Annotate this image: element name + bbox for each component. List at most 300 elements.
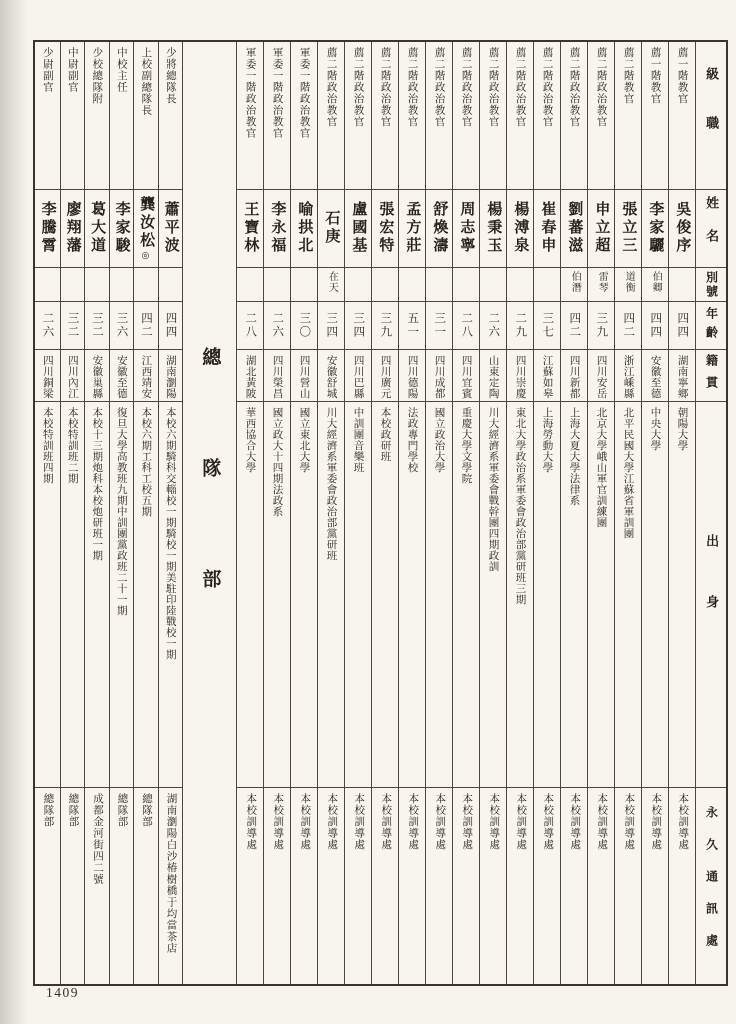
age-value: 三二 bbox=[66, 312, 79, 339]
address-cell bbox=[453, 788, 479, 984]
age-cell bbox=[453, 302, 479, 350]
native-place-value: 四川巴縣 bbox=[352, 355, 364, 399]
native-place-cell bbox=[615, 350, 641, 402]
background-value: 本校十三期炮科本校炮研班一期 bbox=[91, 407, 103, 561]
person-name: 劉蕃滋 bbox=[566, 201, 583, 255]
person-column bbox=[263, 42, 290, 984]
rank-cell bbox=[615, 42, 641, 190]
background-value: 重慶大學文學院 bbox=[460, 407, 472, 484]
background-value: 復旦大學高教班九期中訓團黨政班二十一期 bbox=[115, 407, 127, 616]
rank-cell bbox=[507, 42, 533, 190]
person-column bbox=[614, 42, 641, 984]
address-value: 本校訓導處 bbox=[623, 793, 635, 851]
address-cell bbox=[318, 788, 344, 984]
person-column bbox=[560, 42, 587, 984]
field-label-name-text: 姓名 bbox=[704, 195, 720, 262]
address-cell bbox=[588, 788, 614, 984]
native-place-cell bbox=[264, 350, 290, 402]
person-name: 張宏特 bbox=[377, 201, 394, 255]
age-value: 二六 bbox=[487, 312, 500, 339]
background-cell bbox=[35, 402, 60, 788]
native-place-value: 湖南寧鄉 bbox=[676, 355, 688, 399]
native-place-cell bbox=[588, 350, 614, 402]
address-cell bbox=[264, 788, 290, 984]
age-cell bbox=[85, 302, 109, 350]
name-cell bbox=[669, 190, 695, 268]
rank-value: 軍委一階政治教官 bbox=[271, 47, 283, 139]
background-cell bbox=[85, 402, 109, 788]
alias-cell bbox=[615, 268, 641, 302]
person-name: 李騰霄 bbox=[39, 201, 56, 255]
background-cell bbox=[291, 402, 317, 788]
age-cell bbox=[534, 302, 560, 350]
rank-value: 薦一階教官 bbox=[676, 47, 688, 105]
alias-cell bbox=[426, 268, 452, 302]
rank-cell bbox=[291, 42, 317, 190]
rank-value: 薦二階政治教官 bbox=[568, 47, 580, 128]
background-value: 國立政治大學 bbox=[433, 407, 445, 473]
background-value: 本校政研班 bbox=[379, 407, 391, 462]
alias-cell bbox=[159, 268, 183, 302]
address-cell bbox=[237, 788, 263, 984]
rank-value: 薦二階政治教官 bbox=[541, 47, 553, 128]
rank-cell bbox=[669, 42, 695, 190]
page-number: 1409 bbox=[46, 985, 79, 1000]
person-column bbox=[35, 42, 60, 984]
person-name: 張立三 bbox=[620, 201, 637, 255]
address-cell bbox=[35, 788, 60, 984]
age-cell bbox=[61, 302, 85, 350]
age-value: 三四 bbox=[352, 312, 365, 339]
alias-cell bbox=[134, 268, 158, 302]
native-place-value: 浙江嵊縣 bbox=[622, 355, 634, 399]
age-value: 三一 bbox=[433, 312, 446, 339]
address-cell bbox=[372, 788, 398, 984]
name-cell bbox=[264, 190, 290, 268]
background-value: 華西協合大學 bbox=[244, 407, 256, 473]
background-cell bbox=[507, 402, 533, 788]
person-name: 龔汝松 bbox=[138, 196, 155, 250]
name-cell bbox=[35, 190, 60, 268]
age-cell bbox=[480, 302, 506, 350]
address-value: 本校訓導處 bbox=[677, 793, 689, 851]
name-cell bbox=[110, 190, 134, 268]
address-cell bbox=[561, 788, 587, 984]
native-place-cell bbox=[372, 350, 398, 402]
age-cell bbox=[507, 302, 533, 350]
age-value: 四四 bbox=[649, 312, 662, 339]
age-cell bbox=[345, 302, 371, 350]
address-value: 成都金河街四二號 bbox=[92, 793, 103, 885]
person-name: 申立超 bbox=[593, 201, 610, 255]
field-label-native-place-text: 籍貫 bbox=[704, 353, 719, 398]
background-cell bbox=[318, 402, 344, 788]
alias-cell bbox=[669, 268, 695, 302]
rank-cell bbox=[110, 42, 134, 190]
person-column bbox=[506, 42, 533, 984]
background-cell bbox=[237, 402, 263, 788]
rank-value: 薦二階政治教官 bbox=[433, 47, 445, 128]
background-value: 東北大學政治系軍委會政治部黨研班三期 bbox=[514, 407, 526, 605]
name-cell bbox=[534, 190, 560, 268]
background-value: 中央大學 bbox=[649, 407, 661, 451]
alias-cell bbox=[507, 268, 533, 302]
person-name: 王寶林 bbox=[242, 201, 259, 255]
rank-value: 薦二階政治教官 bbox=[487, 47, 499, 128]
address-cell bbox=[615, 788, 641, 984]
person-name: 吳俊序 bbox=[674, 201, 691, 255]
native-place-cell bbox=[345, 350, 371, 402]
age-value: 二六 bbox=[41, 312, 54, 339]
background-value: 本校特訓班二期 bbox=[66, 407, 78, 484]
address-cell bbox=[399, 788, 425, 984]
age-value: 三〇 bbox=[298, 312, 311, 339]
section-title: 總隊部 bbox=[199, 346, 221, 680]
person-name: 喻拱北 bbox=[296, 201, 313, 255]
field-label-background-text: 出身 bbox=[704, 533, 720, 656]
name-cell bbox=[588, 190, 614, 268]
person-name: 葛大道 bbox=[89, 201, 106, 255]
alias-cell bbox=[264, 268, 290, 302]
rank-value: 薦二階政治教官 bbox=[379, 47, 391, 128]
background-value: 北京大學峨山軍官訓練團 bbox=[595, 407, 607, 528]
alias-cell bbox=[534, 268, 560, 302]
age-cell bbox=[669, 302, 695, 350]
age-value: 五一 bbox=[406, 312, 419, 339]
person-column bbox=[133, 42, 158, 984]
alias-cell bbox=[399, 268, 425, 302]
person-name: 李家駿 bbox=[113, 201, 130, 255]
native-place-value: 湖南瀏陽 bbox=[164, 355, 176, 399]
address-value: 本校訓導處 bbox=[434, 793, 446, 851]
alias-cell bbox=[35, 268, 60, 302]
alias-cell bbox=[85, 268, 109, 302]
rank-cell bbox=[642, 42, 668, 190]
background-cell bbox=[426, 402, 452, 788]
field-label-alias-text: 別號 bbox=[704, 270, 719, 299]
field-label-age-text: 年齡 bbox=[704, 306, 719, 345]
name-cell bbox=[318, 190, 344, 268]
rank-cell bbox=[534, 42, 560, 190]
background-value: 上海大夏大學法律系 bbox=[568, 407, 580, 506]
field-label-native-place bbox=[696, 350, 726, 402]
native-place-cell bbox=[453, 350, 479, 402]
rank-value: 少校總隊附 bbox=[91, 47, 103, 105]
background-cell bbox=[534, 402, 560, 788]
native-place-cell bbox=[134, 350, 158, 402]
rank-cell bbox=[426, 42, 452, 190]
person-column bbox=[290, 42, 317, 984]
address-value: 本校訓導處 bbox=[272, 793, 284, 851]
native-place-value: 四川安岳 bbox=[595, 355, 607, 399]
alias-value: 伯潛 bbox=[569, 271, 581, 293]
age-value: 三四 bbox=[325, 312, 338, 339]
background-cell bbox=[480, 402, 506, 788]
rank-cell bbox=[85, 42, 109, 190]
person-name: 李家驪 bbox=[647, 201, 664, 255]
address-cell bbox=[134, 788, 158, 984]
native-place-cell bbox=[237, 350, 263, 402]
rank-value: 薦二階教官 bbox=[622, 47, 634, 105]
address-value: 總隊部 bbox=[42, 793, 54, 828]
name-cell bbox=[291, 190, 317, 268]
field-label-rank bbox=[696, 42, 726, 190]
rank-cell bbox=[318, 42, 344, 190]
rank-value: 少將總隊長 bbox=[164, 47, 176, 105]
address-value: 本校訓導處 bbox=[380, 793, 392, 851]
background-value: 朝陽大學 bbox=[676, 407, 688, 451]
rank-value: 薦二階政治教官 bbox=[514, 47, 526, 128]
section-title-column bbox=[182, 42, 236, 984]
name-cell bbox=[426, 190, 452, 268]
address-value: 本校訓導處 bbox=[461, 793, 473, 851]
background-value: 北平民國大學江蘇省軍訓團 bbox=[622, 407, 634, 539]
background-cell bbox=[264, 402, 290, 788]
background-value: 本校六期工科工校五期 bbox=[140, 407, 152, 517]
alias-value: 伯卿 bbox=[650, 271, 662, 293]
rank-cell bbox=[588, 42, 614, 190]
person-name: 石庚 bbox=[323, 210, 340, 246]
age-value: 二九 bbox=[514, 312, 527, 339]
background-cell bbox=[453, 402, 479, 788]
rank-cell bbox=[561, 42, 587, 190]
rank-value: 中尉副官 bbox=[66, 47, 78, 93]
address-value: 本校訓導處 bbox=[596, 793, 608, 851]
person-name: 孟方莊 bbox=[404, 201, 421, 255]
age-value: 四四 bbox=[164, 312, 177, 339]
native-place-cell bbox=[291, 350, 317, 402]
person-column bbox=[641, 42, 668, 984]
address-cell bbox=[345, 788, 371, 984]
alias-cell bbox=[561, 268, 587, 302]
address-value: 本校訓導處 bbox=[353, 793, 365, 851]
rank-value: 薦一階教官 bbox=[649, 47, 661, 105]
age-cell bbox=[372, 302, 398, 350]
background-cell bbox=[345, 402, 371, 788]
native-place-cell bbox=[85, 350, 109, 402]
address-cell bbox=[480, 788, 506, 984]
background-value: 中訓團音樂班 bbox=[352, 407, 364, 473]
age-cell bbox=[237, 302, 263, 350]
background-cell bbox=[669, 402, 695, 788]
person-column bbox=[668, 42, 695, 984]
native-place-cell bbox=[480, 350, 506, 402]
name-cell bbox=[159, 190, 183, 268]
age-value: 四二 bbox=[139, 312, 152, 339]
alias-cell bbox=[291, 268, 317, 302]
field-label-address-text: 永久通訊處 bbox=[704, 806, 719, 966]
native-place-cell bbox=[318, 350, 344, 402]
address-cell bbox=[85, 788, 109, 984]
background-value: 國立政大十四期法政系 bbox=[271, 407, 283, 517]
age-cell bbox=[264, 302, 290, 350]
alias-value: 雷琴 bbox=[596, 271, 608, 293]
rank-cell bbox=[399, 42, 425, 190]
address-cell bbox=[61, 788, 85, 984]
address-cell bbox=[642, 788, 668, 984]
name-cell bbox=[85, 190, 109, 268]
name-cell bbox=[237, 190, 263, 268]
rank-value: 薦二階政治教官 bbox=[460, 47, 472, 128]
name-annotation-mark: ◎ bbox=[141, 251, 152, 261]
native-place-value: 安徽舒城 bbox=[325, 355, 337, 399]
age-cell bbox=[615, 302, 641, 350]
rank-cell bbox=[345, 42, 371, 190]
background-value: 國立東北大學 bbox=[298, 407, 310, 473]
address-cell bbox=[669, 788, 695, 984]
age-cell bbox=[35, 302, 60, 350]
name-cell bbox=[372, 190, 398, 268]
person-column bbox=[344, 42, 371, 984]
alias-cell bbox=[588, 268, 614, 302]
name-cell bbox=[507, 190, 533, 268]
native-place-value: 安徽巢縣 bbox=[91, 355, 103, 399]
rank-value: 少尉副官 bbox=[41, 47, 53, 93]
alias-cell bbox=[237, 268, 263, 302]
person-column bbox=[60, 42, 85, 984]
roster-table bbox=[33, 40, 728, 986]
background-value: 上海勞動大學 bbox=[541, 407, 553, 473]
age-cell bbox=[426, 302, 452, 350]
address-cell bbox=[291, 788, 317, 984]
background-cell bbox=[588, 402, 614, 788]
person-name: 盧國基 bbox=[350, 201, 367, 255]
person-name: 周志寧 bbox=[458, 201, 475, 255]
rank-value: 薦二階政治教官 bbox=[406, 47, 418, 128]
address-cell bbox=[507, 788, 533, 984]
rank-value: 薦二階政治教官 bbox=[595, 47, 607, 128]
background-cell bbox=[399, 402, 425, 788]
name-cell bbox=[134, 190, 158, 268]
field-label-address bbox=[696, 788, 726, 984]
native-place-cell bbox=[110, 350, 134, 402]
address-value: 湖南瀏陽白沙椿樹橋于均當茶店 bbox=[165, 793, 177, 954]
person-column bbox=[425, 42, 452, 984]
native-place-value: 四川新都 bbox=[568, 355, 580, 399]
native-place-cell bbox=[642, 350, 668, 402]
rank-cell bbox=[237, 42, 263, 190]
person-column bbox=[398, 42, 425, 984]
age-value: 三六 bbox=[115, 312, 128, 339]
person-column bbox=[452, 42, 479, 984]
rank-cell bbox=[134, 42, 158, 190]
person-name: 廖翔藩 bbox=[64, 201, 81, 255]
native-place-cell bbox=[399, 350, 425, 402]
person-column bbox=[533, 42, 560, 984]
address-value: 總隊部 bbox=[116, 793, 128, 828]
address-value: 本校訓導處 bbox=[650, 793, 662, 851]
native-place-value: 江西靖安 bbox=[140, 355, 152, 399]
background-cell bbox=[561, 402, 587, 788]
rank-cell bbox=[372, 42, 398, 190]
address-value: 總隊部 bbox=[67, 793, 79, 828]
native-place-cell bbox=[159, 350, 183, 402]
person-column bbox=[158, 42, 183, 984]
alias-value: 在天 bbox=[326, 271, 338, 293]
age-value: 二八 bbox=[460, 312, 473, 339]
person-name: 舒煥濤 bbox=[431, 201, 448, 255]
field-label-alias bbox=[696, 268, 726, 302]
alias-cell bbox=[318, 268, 344, 302]
rank-value: 薦二階政治教官 bbox=[325, 47, 337, 128]
native-place-cell bbox=[561, 350, 587, 402]
background-value: 川大經濟系軍委會戰幹團四期政訓 bbox=[487, 407, 499, 572]
person-name: 崔春申 bbox=[539, 201, 556, 255]
rank-value: 上校副總隊長 bbox=[140, 47, 152, 116]
person-column bbox=[479, 42, 506, 984]
age-value: 三九 bbox=[379, 312, 392, 339]
address-value: 本校訓導處 bbox=[299, 793, 311, 851]
background-cell bbox=[642, 402, 668, 788]
native-place-value: 四川營山 bbox=[298, 355, 310, 399]
address-value: 本校訓導處 bbox=[407, 793, 419, 851]
native-place-cell bbox=[669, 350, 695, 402]
age-value: 四二 bbox=[568, 312, 581, 339]
background-value: 本校六期騎科交輜校一期騎校一期美駐印陸戰校一期 bbox=[164, 407, 176, 660]
rank-value: 軍委一階政治教官 bbox=[298, 47, 310, 139]
native-place-value: 湖北黃陂 bbox=[244, 355, 256, 399]
age-cell bbox=[318, 302, 344, 350]
background-cell bbox=[372, 402, 398, 788]
native-place-value: 四川崇慶 bbox=[514, 355, 526, 399]
rank-cell bbox=[264, 42, 290, 190]
native-place-value: 山東定陶 bbox=[487, 355, 499, 399]
rank-cell bbox=[35, 42, 60, 190]
rank-value: 薦二階政治教官 bbox=[352, 47, 364, 128]
address-value: 本校訓導處 bbox=[326, 793, 338, 851]
native-place-cell bbox=[35, 350, 60, 402]
person-column bbox=[371, 42, 398, 984]
person-name: 楊溥泉 bbox=[512, 201, 529, 255]
age-cell bbox=[291, 302, 317, 350]
person-column bbox=[236, 42, 263, 984]
person-column bbox=[84, 42, 109, 984]
age-cell bbox=[110, 302, 134, 350]
address-cell bbox=[159, 788, 183, 984]
native-place-value: 江蘇如皋 bbox=[541, 355, 553, 399]
person-column bbox=[317, 42, 344, 984]
address-cell bbox=[426, 788, 452, 984]
native-place-cell bbox=[426, 350, 452, 402]
address-value: 總隊部 bbox=[141, 793, 152, 828]
age-cell bbox=[159, 302, 183, 350]
age-cell bbox=[642, 302, 668, 350]
age-cell bbox=[561, 302, 587, 350]
alias-cell bbox=[480, 268, 506, 302]
background-cell bbox=[110, 402, 134, 788]
native-place-value: 四川廣元 bbox=[379, 355, 391, 399]
person-column bbox=[109, 42, 134, 984]
address-value: 本校訓導處 bbox=[245, 793, 257, 851]
age-cell bbox=[399, 302, 425, 350]
field-label-age bbox=[696, 302, 726, 350]
native-place-value: 四川內江 bbox=[66, 355, 78, 399]
native-place-value: 安徽至德 bbox=[115, 355, 127, 399]
rank-cell bbox=[61, 42, 85, 190]
background-value: 川大經濟系軍委會政治部黨研班 bbox=[325, 407, 337, 561]
field-label-rank-text: 級職 bbox=[704, 66, 720, 165]
alias-cell bbox=[61, 268, 85, 302]
rank-value: 軍委一階政治教官 bbox=[244, 47, 256, 139]
age-value: 三七 bbox=[541, 312, 554, 339]
address-value: 本校訓導處 bbox=[488, 793, 500, 851]
address-cell bbox=[110, 788, 134, 984]
alias-cell bbox=[345, 268, 371, 302]
person-name: 李永福 bbox=[269, 201, 286, 255]
native-place-cell bbox=[534, 350, 560, 402]
native-place-value: 四川榮昌 bbox=[271, 355, 283, 399]
rank-cell bbox=[453, 42, 479, 190]
